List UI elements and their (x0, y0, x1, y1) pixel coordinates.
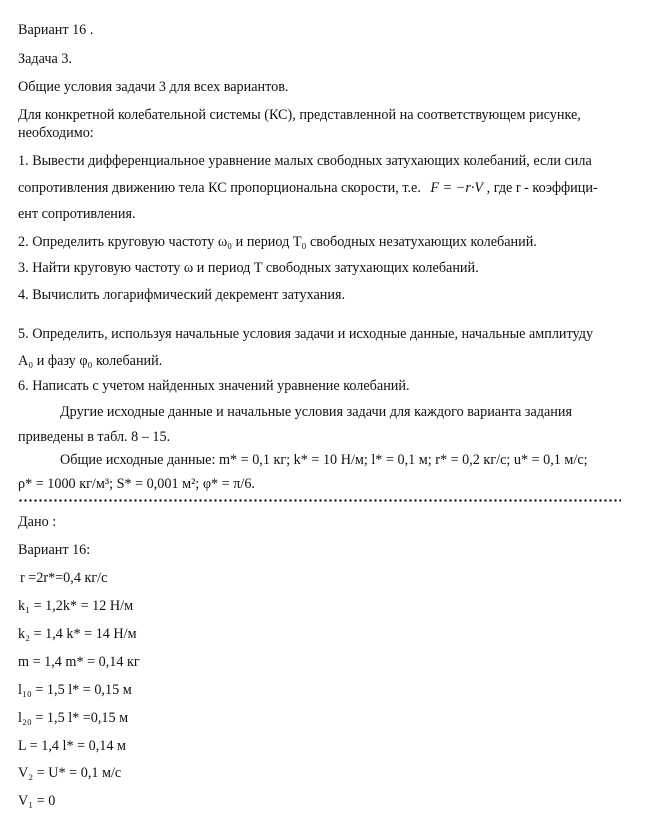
other-data-line-2: приведены в табл. 8 – 15. (18, 429, 171, 445)
given-L: L = 1,4 l* = 0,14 м (18, 738, 126, 754)
other-data-line-1: Другие исходные данные и начальные условия задачи для каждого варианта задания (60, 404, 573, 420)
task-2: 2. Определить круговую частоту ω₀ и период T₀ свободных незатухающих колебаний. (18, 234, 537, 250)
intro-line-1: Для конкретной колебательной системы (КС), представленной на соответствующем рисунке, (18, 107, 581, 123)
task-1-line-3: ент сопротивления. (18, 206, 136, 222)
given-k1: k₁ = 1,2k* = 12 Н/м (18, 598, 134, 614)
given-l20: l₂₀ = 1,5 l* =0,15 м (18, 710, 129, 726)
task-1-text-a: сопротивления движению тела КС пропорциональна скорости, т.е. (18, 180, 421, 196)
task-1-line-2 (18, 180, 598, 197)
intro-line-2: необходимо: (18, 125, 94, 141)
variant-heading: Вариант 16 . (18, 22, 94, 38)
task-5-line-1: 5. Определить, используя начальные условия задачи и исходные данные, начальные амплитуду (18, 326, 594, 342)
task-5-line-2: A₀ и фазу φ₀ колебаний. (18, 353, 163, 369)
given-l10: l₁₀ = 1,5 l* = 0,15 м (18, 682, 132, 698)
given-title: Дано : (18, 514, 57, 530)
task-heading: Задача 3. (18, 51, 72, 67)
task-3: 3. Найти круговую частоту ω и период T свободных затухающих колебаний. (18, 260, 479, 276)
general-conditions: Общие условия задачи 3 для всех вариантов. (18, 79, 289, 95)
common-data-line-1: Общие исходные данные: m* = 0,1 кг; k* = 10 Н/м; l* = 0,1 м; r* = 0,2 кг/с; u* = 0,1 м/с; (60, 452, 588, 468)
given-k2: k₂ = 1,4 k* = 14 Н/м (18, 626, 137, 642)
given-r: r =2r*=0,4 кг/с (20, 570, 108, 586)
given-m: m = 1,4 m* = 0,14 кг (18, 654, 140, 670)
common-data-line-2: ρ* = 1000 кг/м³; S* = 0,001 м²; φ* = π/6. (18, 476, 255, 492)
given-V1: V₁ = 0 (18, 793, 56, 809)
task-1-formula: F = −r·V (430, 180, 484, 196)
given-variant: Вариант 16: (18, 542, 91, 558)
task-6: 6. Написать с учетом найденных значений уравнение колебаний. (18, 378, 410, 394)
task-1-text-b: , где r - коэффици- (486, 180, 598, 196)
task-1-line-1: 1. Вывести дифференциальное уравнение малых свободных затухающих колебаний, если сила (18, 153, 592, 169)
given-V2: V₂ = U* = 0,1 м/с (18, 765, 122, 781)
dotted-separator (18, 499, 621, 502)
task-4: 4. Вычислить логарифмический декремент затухания. (18, 287, 346, 303)
